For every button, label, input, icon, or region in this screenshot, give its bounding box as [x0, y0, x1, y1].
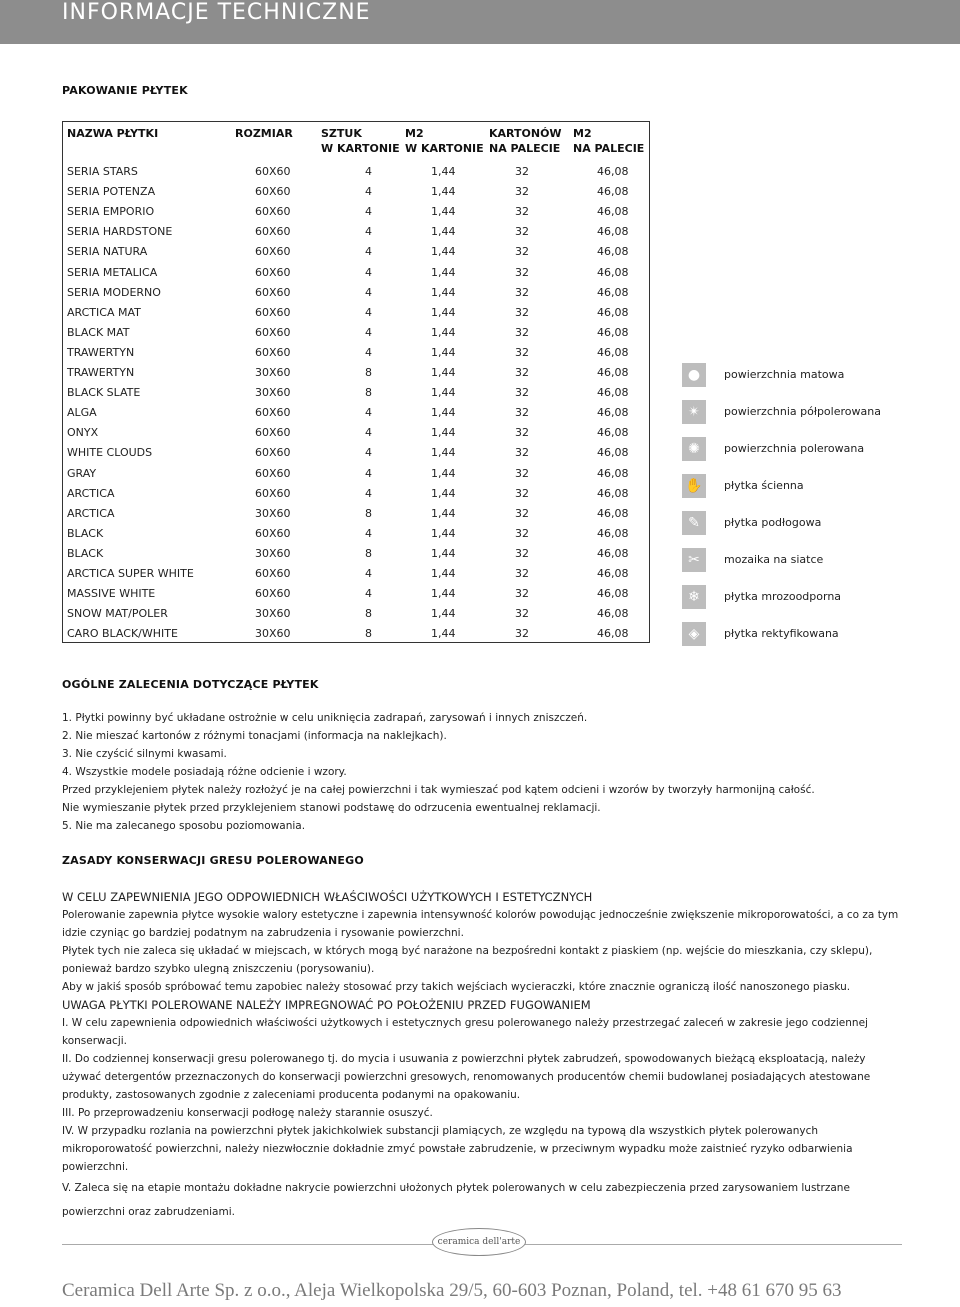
column-header-size: ROZMIAR [235, 127, 293, 140]
cell-m2-box: 1,44 [431, 345, 456, 359]
table-row [67, 383, 647, 403]
cell-pieces: 8 [365, 607, 372, 621]
maintenance-paragraph: I. W celu zapewnienia odpowiednich właściwości użytkowych i estetycznych gresu polerowanego należy przestrzegać zaleceń w zakresie jego codziennej konserwacji. [62, 1017, 868, 1047]
cell-m2-box: 1,44 [431, 426, 456, 440]
matte-dot-icon: ● [682, 363, 706, 387]
cell-m2-pallet: 46,08 [597, 225, 629, 239]
recommendation-line: 3. Nie czyścić silnymi kwasami. [62, 748, 227, 760]
recommendation-line: 2. Nie mieszać kartonów z różnymi tonacjami (informacja na naklejkach). [62, 730, 447, 742]
cell-name: SERIA HARDSTONE [67, 225, 173, 239]
cell-pieces: 4 [365, 526, 372, 540]
cell-size: 60X60 [255, 567, 291, 580]
cell-boxes-pallet: 32 [515, 185, 529, 199]
cell-name: BLACK [67, 546, 104, 560]
cell-m2-pallet: 46,08 [597, 325, 629, 339]
table-row [67, 504, 647, 524]
maintenance-paragraph: Płytek tych nie zaleca się układać w miejscach, w których mogą być narażone na bezpośredni kontakt z piaskiem (np. wejście do mieszkania, czy sklepu), ponieważ bardzo szybko ulegną zniszczeniu (porysowaniu). [62, 945, 873, 975]
table-row [67, 564, 647, 584]
cell-name: CARO BLACK/WHITE [67, 627, 178, 641]
cell-boxes-pallet: 32 [515, 265, 529, 279]
page-header [0, 0, 960, 44]
table-row [67, 443, 647, 463]
table-row [67, 242, 647, 262]
cell-m2-box: 1,44 [431, 325, 456, 339]
table-row [67, 524, 647, 544]
cell-boxes-pallet: 32 [515, 305, 529, 319]
rectified-icon: ◈ [682, 622, 706, 646]
table-row [67, 624, 647, 644]
cell-boxes-pallet: 32 [515, 486, 529, 500]
cell-name: TRAWERTYN [67, 366, 135, 379]
table-row [67, 343, 647, 363]
cell-m2-box: 1,44 [431, 406, 456, 420]
maintenance-warning: UWAGA PŁYTKI POLEROWANE NALEŻY IMPREGNOWAĆ PO POŁOŻENIU PRZED FUGOWANIEM [62, 998, 591, 1012]
cell-boxes-pallet: 32 [515, 345, 529, 359]
cell-boxes-pallet: 32 [515, 386, 529, 400]
cell-boxes-pallet: 32 [515, 325, 529, 339]
cell-name: SERIA STARS [67, 165, 138, 178]
cell-m2-pallet: 46,08 [597, 245, 629, 259]
table-row [67, 584, 647, 604]
legend-label: mozaika na siatce [724, 553, 824, 566]
cell-size: 60X60 [255, 245, 291, 259]
cell-boxes-pallet: 32 [515, 627, 529, 641]
table-row [67, 464, 647, 484]
cell-m2-box: 1,44 [431, 587, 456, 601]
cell-m2-pallet: 46,08 [597, 486, 629, 500]
cell-size: 60X60 [255, 205, 291, 219]
cell-name: TRAWERTYN [67, 345, 135, 359]
cell-name: BLACK SLATE [67, 386, 141, 400]
recommendation-line: 4. Wszystkie modele posiadają różne odcienie i wzory. [62, 766, 347, 778]
cell-m2-pallet: 46,08 [597, 466, 629, 480]
cell-pieces: 4 [365, 305, 372, 319]
table-row [67, 263, 647, 283]
cell-m2-box: 1,44 [431, 165, 456, 178]
table-row [67, 162, 647, 182]
foot-icon: ✎ [682, 511, 706, 535]
cell-pieces: 4 [365, 446, 372, 460]
cell-boxes-pallet: 32 [515, 466, 529, 480]
cell-boxes-pallet: 32 [515, 285, 529, 299]
recommendation-line: 1. Płytki powinny być układane ostrożnie w celu uniknięcia zadrapań, zarysowań i innych zniszczeń. [62, 712, 588, 724]
table-row [67, 544, 647, 564]
cell-m2-pallet: 46,08 [597, 205, 629, 219]
cell-name: ONYX [67, 426, 99, 440]
table-row [67, 403, 647, 423]
cell-m2-pallet: 46,08 [597, 165, 629, 178]
cell-boxes-pallet: 32 [515, 607, 529, 621]
cell-m2-box: 1,44 [431, 225, 456, 239]
cell-m2-box: 1,44 [431, 265, 456, 279]
cell-m2-box: 1,44 [431, 526, 456, 540]
cell-pieces: 4 [365, 205, 372, 219]
cell-m2-pallet: 46,08 [597, 345, 629, 359]
cell-boxes-pallet: 32 [515, 526, 529, 540]
legend-label: powierzchnia półpolerowana [724, 405, 881, 418]
cell-size: 30X60 [255, 627, 291, 641]
cell-m2-pallet: 46,08 [597, 546, 629, 560]
legend-label: powierzchnia polerowana [724, 442, 865, 455]
cell-size: 60X60 [255, 426, 291, 440]
table-row [67, 182, 647, 202]
cell-pieces: 4 [365, 426, 372, 440]
cell-name: WHITE CLOUDS [67, 446, 153, 460]
cell-size: 60X60 [255, 446, 291, 460]
cell-name: ALGA [67, 406, 97, 420]
scissors-icon: ✂ [682, 548, 706, 572]
cell-name: SERIA NATURA [67, 245, 148, 259]
cell-name: BLACK [67, 526, 104, 540]
cell-pieces: 4 [365, 567, 372, 580]
cell-pieces: 8 [365, 506, 372, 520]
cell-pieces: 4 [365, 466, 372, 480]
recommendation-line: Nie wymieszanie płytek przed przyklejeniem stanowi podstawę do odrzucenia ewentualnej reklamacji. [62, 802, 601, 814]
hand-icon: ✋ [682, 474, 706, 498]
cell-boxes-pallet: 32 [515, 245, 529, 259]
cell-m2-box: 1,44 [431, 607, 456, 621]
cell-m2-pallet: 46,08 [597, 386, 629, 400]
cell-name: ARCTICA [67, 506, 115, 520]
cell-m2-box: 1,44 [431, 446, 456, 460]
cell-m2-pallet: 46,08 [597, 526, 629, 540]
cell-pieces: 4 [365, 245, 372, 259]
maintenance-text [62, 888, 902, 1224]
cell-size: 60X60 [255, 285, 291, 299]
table-row [67, 363, 647, 383]
table-row [67, 423, 647, 443]
cell-m2-box: 1,44 [431, 386, 456, 400]
table-row [67, 303, 647, 323]
cell-m2-pallet: 46,08 [597, 567, 629, 580]
footer-address: Ceramica Dell Arte Sp. z o.o., Aleja Wielkopolska 29/5, 60-603 Poznan, Poland, tel. +48 61 670 95 63 [62, 1280, 842, 1301]
cell-boxes-pallet: 32 [515, 506, 529, 520]
cell-size: 30X60 [255, 386, 291, 400]
cell-pieces: 8 [365, 627, 372, 641]
maintenance-paragraph: III. Po przeprowadzeniu konserwacji podłogę należy starannie osuszyć. [62, 1107, 433, 1119]
cell-m2-box: 1,44 [431, 567, 456, 580]
cell-size: 60X60 [255, 526, 291, 540]
maintenance-paragraph: II. Do codziennej konserwacji gresu polerowanego tj. do mycia i usuwania z powierzchni płytek zabrudzeń, spowodowanych bieżącą eksploatacją, należy używać detergentów przeznaczonych do konserwacji powierzchni gresowych, renomowanych producentów chemii budowlanej posiadających atestowane produkty, zastosowanych zgodnie z zaleceniami producenta podanymi na opakowaniu. [62, 1053, 871, 1101]
cell-m2-box: 1,44 [431, 185, 456, 199]
cell-name: SERIA METALICA [67, 265, 158, 279]
cell-pieces: 4 [365, 165, 372, 178]
legend-label: powierzchnia matowa [724, 368, 845, 381]
table-row [67, 604, 647, 624]
legend-label: płytka mrozoodporna [724, 590, 842, 603]
cell-pieces: 4 [365, 406, 372, 420]
packing-table [62, 121, 650, 643]
cell-pieces: 4 [365, 325, 372, 339]
cell-boxes-pallet: 32 [515, 366, 529, 379]
cell-m2-box: 1,44 [431, 506, 456, 520]
cell-name: SERIA POTENZA [67, 185, 156, 199]
cell-boxes-pallet: 32 [515, 446, 529, 460]
table-row [67, 202, 647, 222]
maintenance-paragraph: V. Zaleca się na etapie montażu dokładne nakrycie powierzchni ułożonych płytek polerowanych w celu zabezpieczenia przed zarysowaniem lustrzane powierzchni oraz zabrudzeniami. [62, 1182, 850, 1218]
recommendation-line: Przed przyklejeniem płytek należy rozłożyć je na całej powierzchni i tak wymieszać pod kątem odcieni i wzorów by tworzyły harmonijną całość. [62, 784, 815, 796]
cell-boxes-pallet: 32 [515, 406, 529, 420]
cell-name: SERIA MODERNO [67, 285, 161, 299]
packing-heading: PAKOWANIE PŁYTEK [62, 84, 188, 97]
cell-m2-pallet: 46,08 [597, 285, 629, 299]
column-header-name: NAZWA PŁYTKI [67, 127, 159, 140]
cell-pieces: 4 [365, 265, 372, 279]
cell-name: BLACK MAT [67, 325, 130, 339]
cell-size: 30X60 [255, 607, 291, 621]
column-header-m2-pallet: M2 NA PALECIE [573, 127, 645, 155]
cell-m2-box: 1,44 [431, 366, 456, 379]
cell-boxes-pallet: 32 [515, 426, 529, 440]
cell-boxes-pallet: 32 [515, 567, 529, 580]
cell-size: 60X60 [255, 165, 291, 178]
maintenance-heading: ZASADY KONSERWACJI GRESU POLEROWANEGO [62, 854, 364, 867]
cell-pieces: 4 [365, 225, 372, 239]
cell-m2-pallet: 46,08 [597, 587, 629, 601]
recommendations-list [62, 709, 902, 835]
page-title: INFORMACJE TECHNICZNE [62, 0, 371, 25]
cell-m2-box: 1,44 [431, 627, 456, 641]
legend-label: płytka ścienna [724, 479, 804, 492]
cell-size: 30X60 [255, 506, 291, 520]
maintenance-paragraph: Polerowanie zapewnia płytce wysokie walory estetyczne i zapewnia intensywność kolorów powodując jednocześnie zwiększenie mikroporowatości, a co za tym idzie czyniąc go bardziej podatnym na zabrudzenia i rysowanie powierzchni. [62, 909, 899, 939]
cell-boxes-pallet: 32 [515, 546, 529, 560]
cell-boxes-pallet: 32 [515, 165, 529, 178]
cell-name: ARCTICA MAT [67, 305, 141, 319]
cell-pieces: 8 [365, 366, 372, 379]
cell-size: 60X60 [255, 305, 291, 319]
cell-boxes-pallet: 32 [515, 205, 529, 219]
legend-label: płytka rektyfikowana [724, 627, 839, 640]
recommendations-heading: OGÓLNE ZALECENIA DOTYCZĄCE PŁYTEK [62, 678, 319, 691]
cell-size: 60X60 [255, 486, 291, 500]
table-row [67, 283, 647, 303]
cell-m2-pallet: 46,08 [597, 185, 629, 199]
cell-size: 60X60 [255, 325, 291, 339]
cell-size: 60X60 [255, 587, 291, 601]
maintenance-paragraph: Aby w jakiś sposób spróbować temu zapobiec należy stosować przy takich wejściach wycieraczki, które znacznie ograniczą ilość nanoszonego piasku. [62, 981, 851, 993]
maintenance-subtitle: W CELU ZAPEWNIENIA JEGO ODPOWIEDNICH WŁAŚCIWOŚCI UŻYTKOWYCH I ESTETYCZNYCH [62, 890, 593, 904]
cell-size: 30X60 [255, 546, 291, 560]
cell-size: 60X60 [255, 466, 291, 480]
cell-size: 30X60 [255, 366, 291, 379]
recommendation-line: 5. Nie ma zalecanego sposobu poziomowania. [62, 820, 306, 832]
cell-m2-box: 1,44 [431, 285, 456, 299]
company-logo: ceramica dell'arte [432, 1228, 526, 1256]
semi-polished-icon: ✴ [682, 400, 706, 424]
cell-boxes-pallet: 32 [515, 225, 529, 239]
cell-m2-box: 1,44 [431, 245, 456, 259]
cell-size: 60X60 [255, 406, 291, 420]
cell-pieces: 4 [365, 587, 372, 601]
table-row [67, 484, 647, 504]
cell-m2-box: 1,44 [431, 205, 456, 219]
cell-name: ARCTICA SUPER WHITE [67, 567, 194, 580]
cell-m2-pallet: 46,08 [597, 627, 629, 641]
cell-size: 60X60 [255, 345, 291, 359]
cell-boxes-pallet: 32 [515, 587, 529, 601]
cell-m2-pallet: 46,08 [597, 446, 629, 460]
table-row [67, 323, 647, 343]
cell-pieces: 4 [365, 185, 372, 199]
cell-m2-pallet: 46,08 [597, 265, 629, 279]
cell-name: MASSIVE WHITE [67, 587, 156, 601]
cell-m2-pallet: 46,08 [597, 305, 629, 319]
cell-pieces: 4 [365, 285, 372, 299]
cell-name: SERIA EMPORIO [67, 205, 155, 219]
cell-m2-pallet: 46,08 [597, 607, 629, 621]
cell-m2-pallet: 46,08 [597, 406, 629, 420]
cell-m2-box: 1,44 [431, 546, 456, 560]
cell-m2-box: 1,44 [431, 486, 456, 500]
cell-pieces: 8 [365, 386, 372, 400]
cell-size: 60X60 [255, 225, 291, 239]
snowflake-icon: ❄ [682, 585, 706, 609]
cell-pieces: 8 [365, 546, 372, 560]
cell-pieces: 4 [365, 486, 372, 500]
column-header-boxes-pallet: KARTONÓW NA PALECIE [489, 127, 562, 155]
column-header-pieces: SZTUK W KARTONIE [321, 127, 400, 155]
cell-size: 60X60 [255, 185, 291, 199]
maintenance-paragraph: IV. W przypadku rozlania na powierzchni płytek jakichkolwiek substancji plamiących, ze względu na typową dla wszystkich płytek polerowanych mikroporowatość powierzchni, należy niezwłocznie dokładnie zmyć powstałe zabrudzenie, w przeciwnym wypadku może zaistnieć ryzyko odbarwienia powierzchni. [62, 1125, 853, 1173]
cell-size: 60X60 [255, 265, 291, 279]
cell-name: GRAY [67, 466, 97, 480]
polished-icon: ✺ [682, 437, 706, 461]
cell-pieces: 4 [365, 345, 372, 359]
table-row [67, 222, 647, 242]
cell-name: SNOW MAT/POLER [67, 607, 168, 621]
legend-label: płytka podłogowa [724, 516, 822, 529]
cell-m2-box: 1,44 [431, 305, 456, 319]
cell-m2-pallet: 46,08 [597, 366, 629, 379]
cell-name: ARCTICA [67, 486, 115, 500]
cell-m2-box: 1,44 [431, 466, 456, 480]
column-header-m2-box: M2 W KARTONIE [405, 127, 484, 155]
cell-m2-pallet: 46,08 [597, 426, 629, 440]
cell-m2-pallet: 46,08 [597, 506, 629, 520]
